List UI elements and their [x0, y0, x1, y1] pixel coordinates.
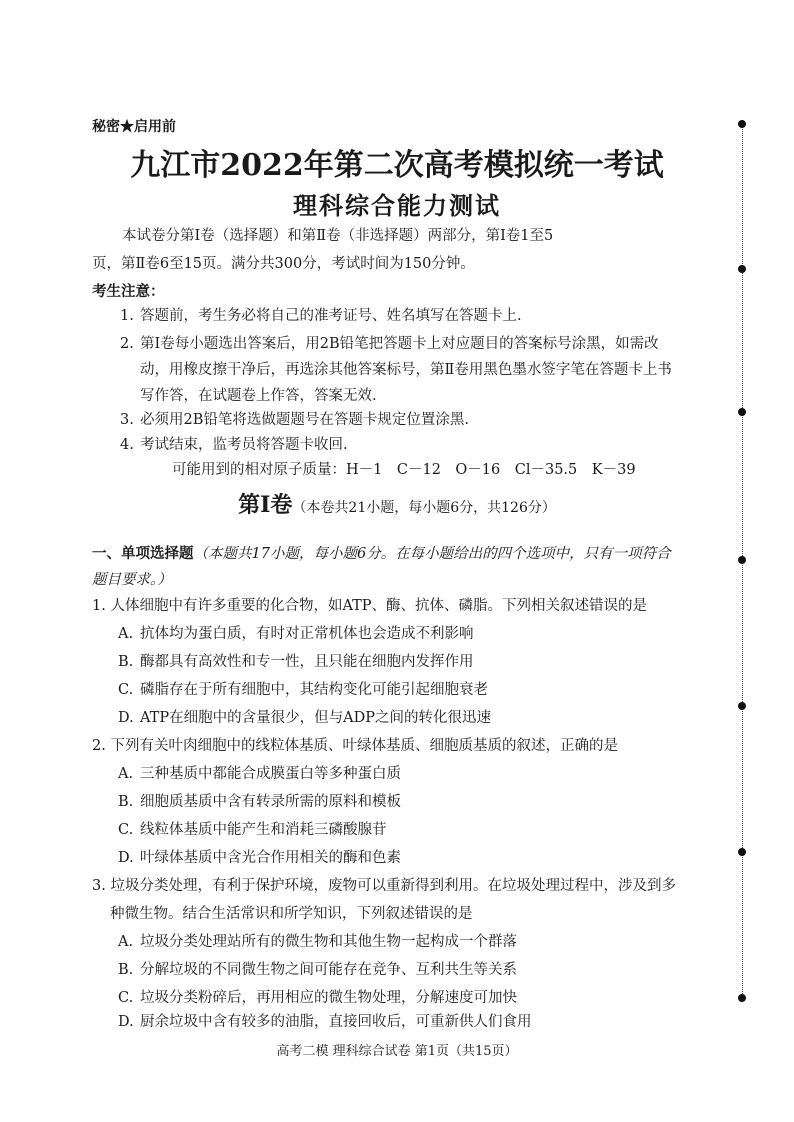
option [118, 676, 488, 704]
option-text: 抗体均为蛋白质，有时对正常机体也会造成不利影响 [140, 626, 474, 642]
option-text: 酶都具有高效性和专一性，且只能在细胞内发挥作用 [140, 654, 474, 670]
notice-item-number: 2. [120, 336, 134, 352]
option-label: D. [118, 710, 134, 726]
option-text: 垃圾分类处理站所有的微生物和其他生物一起构成一个群落 [140, 934, 517, 950]
question-stem-cont: 种微生物。结合生活常识和所学知识，下列叙述错误的是 [110, 906, 473, 922]
option-label: C. [118, 990, 134, 1006]
option-text: 厨余垃圾中含有较多的油脂，直接回收后，可重新供人们食用 [140, 1014, 532, 1030]
question-stem: 3. 垃圾分类处理，有利于保护环境，废物可以重新得到利用。在垃圾处理过程中，涉及到多 [92, 878, 676, 894]
question-stem: 2. 下列有关叶肉细胞中的线粒体基质、叶绿体基质、细胞质基质的叙述，正确的是 [92, 738, 618, 754]
part-one-note-cont: 题目要求。） [92, 572, 172, 588]
option-label: C. [118, 682, 134, 698]
notice-item-text: 第Ⅰ卷每小题选出答案后，用2B铅笔把答题卡上对应题目的答案标号涂黑，如需改 [140, 336, 659, 352]
option-label: D. [118, 850, 134, 866]
notice-item-text: 写作答，在试题卷上作答，答案无效. [140, 388, 377, 404]
option-text: 分解垃圾的不同微生物之间可能存在竞争、互利共生等关系 [140, 962, 517, 978]
binding-dot [738, 994, 746, 1002]
option-label: A. [118, 766, 134, 782]
option-label: B. [118, 794, 134, 810]
option-text: 垃圾分类粉碎后，再用相应的微生物处理，分解速度可加快 [140, 990, 517, 1006]
intro-line-2: 页，第Ⅱ卷6至15页。满分共300分，考试时间为150分钟。 [92, 256, 475, 272]
section-heading [0, 488, 794, 519]
option [118, 816, 387, 844]
option [118, 928, 517, 956]
exam-title: 九江市2022年第二次高考模拟统一考试 [130, 148, 664, 183]
option-label: A. [118, 934, 134, 950]
binding-dot [738, 702, 746, 710]
binding-dot [738, 848, 746, 856]
option-label: B. [118, 654, 134, 670]
confidential-label: 秘密★启用前 [92, 119, 176, 135]
option [118, 704, 491, 732]
page-footer: 高考二模 理科综合试卷 第1页（共15页） [276, 1044, 518, 1059]
part-one-label: 一、单项选择题 [92, 545, 194, 562]
option-text: 线粒体基质中能产生和消耗三磷酸腺苷 [140, 822, 387, 838]
option [118, 760, 401, 788]
notice-item-number: 4. [120, 437, 134, 453]
part-one-note-line-2 [92, 566, 712, 594]
notice-item-number: 1. [120, 308, 134, 324]
atomic-mass-line: 可能用到的相对原子质量：H－1 C－12 O－16 Cl－35.5 K－39 [172, 462, 636, 478]
option-text: 三种基质中都能合成膜蛋白等多种蛋白质 [140, 766, 401, 782]
section-subtitle: （本卷共21小题，每小题6分，共126分） [292, 500, 556, 516]
binding-dot [738, 265, 746, 273]
option [118, 648, 474, 676]
question-stem: 1. 人体细胞中有许多重要的化合物，如ATP、酶、抗体、磷脂。下列相关叙述错误的是 [92, 598, 648, 614]
part-one-heading [92, 540, 712, 568]
notice-item-text: 动，用橡皮擦干净后，再选涂其他答案标号，第Ⅱ卷用黑色墨水签字笔在答题卡上书 [140, 362, 672, 378]
option [118, 1008, 532, 1036]
option-text: 细胞质基质中含有转录所需的原料和模板 [140, 794, 401, 810]
notice-item-number: 3. [120, 412, 134, 428]
option [118, 620, 474, 648]
option-label: A. [118, 626, 134, 642]
option [118, 844, 401, 872]
binding-dot [738, 120, 746, 128]
option-label: D. [118, 1014, 134, 1030]
intro-line-1: 本试卷分第Ⅰ卷（选择题）和第Ⅱ卷（非选择题）两部分，第Ⅰ卷1至5 [122, 228, 554, 244]
notice-heading: 考生注意： [92, 283, 165, 300]
option-label: B. [118, 962, 134, 978]
option-text: ATP在细胞中的含量很少，但与ADP之间的转化很迅速 [140, 710, 491, 726]
option-text: 叶绿体基质中含光合作用相关的酶和色素 [140, 850, 401, 866]
option-label: C. [118, 822, 134, 838]
binding-dot [738, 556, 746, 564]
option-text: 磷脂存在于所有细胞中，其结构变化可能引起细胞衰老 [140, 682, 488, 698]
binding-dot [738, 408, 746, 416]
section-title: 第Ⅰ卷 [238, 492, 293, 518]
notice-item-text: 考试结束，监考员将答题卡收回. [140, 437, 348, 453]
exam-subtitle: 理科综合能力测试 [293, 191, 501, 220]
part-one-note: （本题共17小题，每小题6分。在每小题给出的四个选项中，只有一项符合 [193, 546, 671, 562]
option [118, 788, 401, 816]
option [118, 956, 517, 984]
notice-item-text: 必须用2B铅笔将选做题题号在答题卡规定位置涂黑. [140, 412, 469, 428]
notice-item-text: 答题前，考生务必将自己的准考证号、姓名填写在答题卡上. [140, 308, 522, 324]
